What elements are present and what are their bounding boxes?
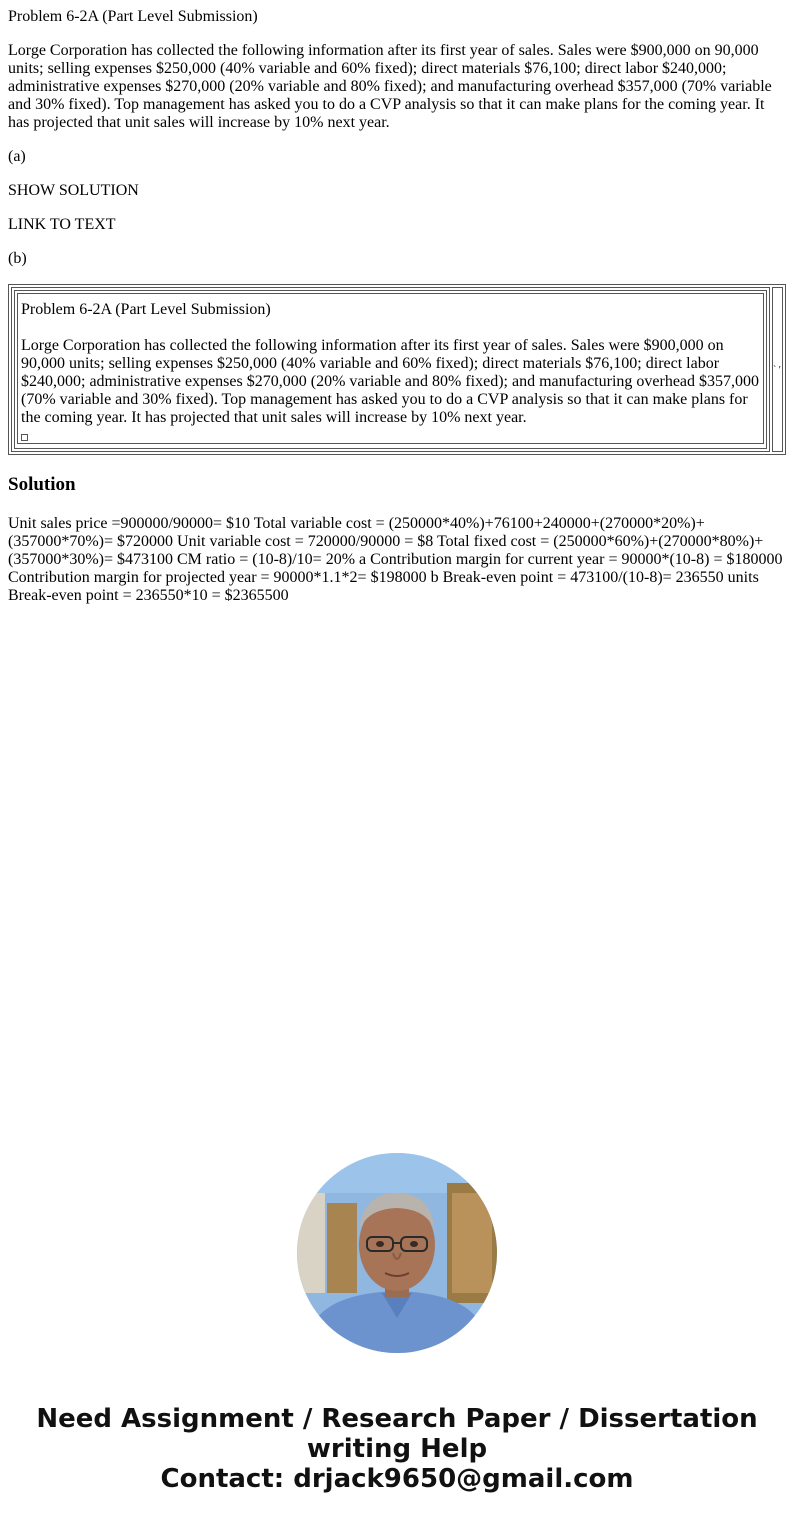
link-to-text-link[interactable]: LINK TO TEXT xyxy=(8,216,116,233)
promo-line-2: writing Help xyxy=(306,1434,488,1464)
broken-image-icon xyxy=(21,434,28,441)
solution-text: Unit sales price =900000/90000= $10 Total variable cost = (250000*40%)+76100+240000+(270000*20%)+(357000*70%)= $720000 Unit variable cost = 720000/90000 = $8 Total fixed cost = (250000*60%)+(270000*80%)+(357000*30%)= $473100 CM ratio = (10-8)/10= 20% a Contribution margin for current year = 90000*(10-8) = $180000 Contribution margin for projected year = 90000*1.1*2= $198000 b Break-even point = 473100/(10-8)= 236550 units Break-even point = 236550*10 = $2365500 xyxy=(8,515,783,604)
show-solution-link[interactable]: SHOW SOLUTION xyxy=(8,182,139,199)
promo-banner xyxy=(0,1404,794,1494)
frame-problem-title: Problem 6-2A (Part Level Submission) xyxy=(21,301,271,318)
embedded-problem-frame xyxy=(8,284,786,455)
promo-contact[interactable]: Contact: drjack9650@gmail.com xyxy=(160,1464,634,1494)
part-b-label: (b) xyxy=(8,250,27,267)
page-content xyxy=(8,8,786,605)
problem-text: Lorge Corporation has collected the following information after its first year of sales. Sales were $900,000 on 90,000 units; selling expenses $250,000 (40% variable and 60% fixed); direct materials $76,100; direct labor $240,000; administrative expenses $270,000 (20% variable and 80% fixed); and manufacturing overhead $357,000 (70% variable and 30% fixed). Top management has asked you to do a CVP analysis so that it can make plans for the coming year. It has projected that unit sales will increase by 10% next year. xyxy=(8,42,772,131)
problem-title: Problem 6-2A (Part Level Submission) xyxy=(8,8,258,25)
frame-side-cell xyxy=(772,287,783,452)
promo-line-1: Need Assignment / Research Paper / Dissertation xyxy=(36,1404,758,1434)
side-mark: ` ' xyxy=(773,365,781,376)
frame-main-cell xyxy=(11,287,770,452)
author-photo-illustration xyxy=(297,1153,497,1353)
solution-heading: Solution xyxy=(8,474,76,495)
frame-problem-text: Lorge Corporation has collected the following information after its first year of sales. Sales were $900,000 on 90,000 units; selling expenses $250,000 (40% variable and 60% fixed); direct materials $76,100; direct labor $240,000; administrative expenses $270,000 (20% variable and 80% fixed); and manufacturing overhead $357,000 (70% variable and 30% fixed). Top management has asked you to do a CVP analysis so that it can make plans for the coming year. It has projected that unit sales will increase by 10% next year. xyxy=(21,337,760,426)
part-a-label: (a) xyxy=(8,148,26,165)
author-avatar xyxy=(297,1153,497,1353)
